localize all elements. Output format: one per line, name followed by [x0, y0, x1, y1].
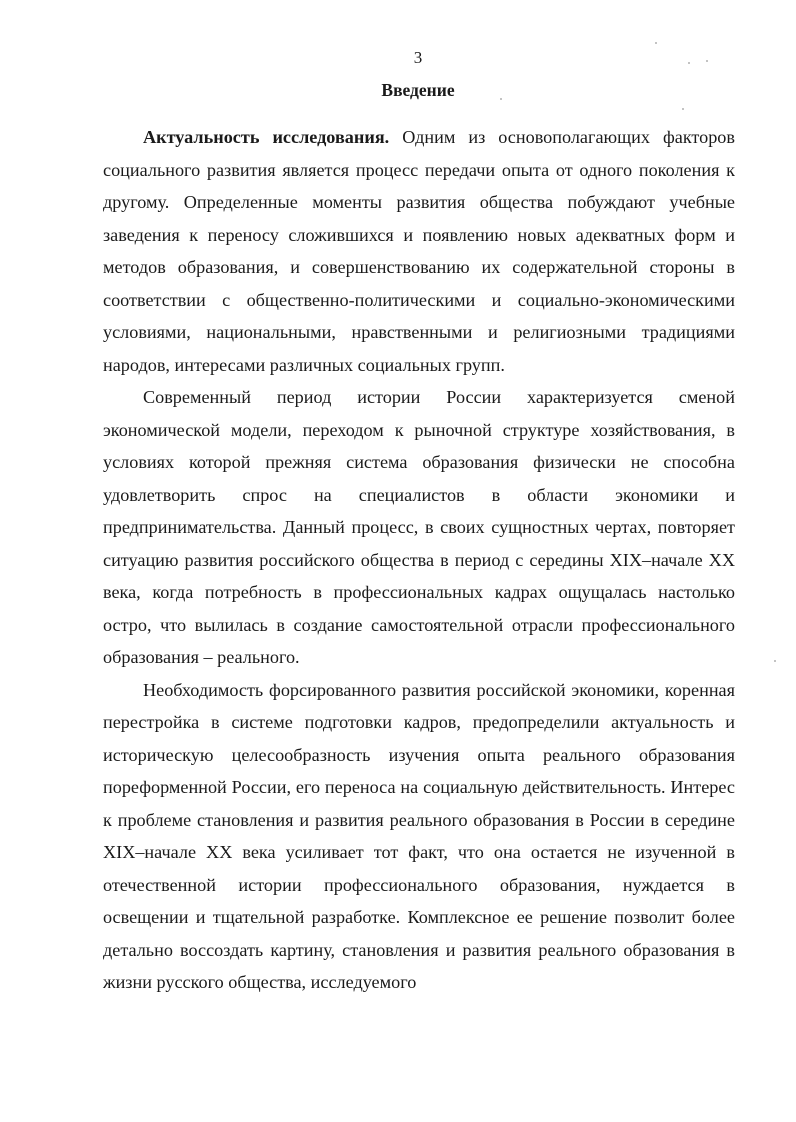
paragraph-3-text: Необходимость форсированного развития российской экономики, коренная перестройка в системе подготовки кадров, предопределили актуальность и историческую целесообразность изучения опыта реального образования пореформенной России, его переноса на социальную действительность. Интерес к проблеме становления и развития реального образования в России в середине XIX–начале XX века усиливает тот факт, что она остается не изученной в отечественной истории профессионального образования, нуждается в освещении и тщательной разработке. Комплексное ее решение позволит более детально воссоздать картину, становления и развития реального образования в жизни русского общества, исследуемого	[103, 679, 735, 992]
scan-speck	[774, 660, 776, 662]
paragraph-1	[103, 121, 735, 381]
section-heading: Введение	[381, 80, 455, 100]
paragraph-3	[103, 674, 735, 999]
paragraph-2	[103, 381, 735, 674]
paragraph-1-lead: Актуальность исследования.	[143, 127, 390, 147]
scan-speck	[682, 108, 684, 110]
paragraph-1-text: Одним из основополагающих факторов социального развития является процесс передачи опыта от одного поколения к другому. Определенные моменты развития общества побуждают учебные заведения к переносу сложившихся и появлению новых адекватных форм и методов образования, и совершенствованию их содержательной стороны в соответствии с общественно-политическими и социально-экономическими условиями, национальными, нравственными и религиозными традициями народов, интересами различных социальных групп.	[103, 127, 735, 375]
page-number: 3	[413, 48, 423, 67]
scan-speck	[655, 42, 657, 44]
scan-speck	[688, 62, 690, 64]
scan-speck	[500, 98, 502, 100]
body-text	[103, 121, 735, 999]
paragraph-2-text: Современный период истории России характеризуется сменой экономической модели, переходом к рыночной структуре хозяйствования, в условиях которой прежняя система образования физически не способна удовлетворить спрос на специалистов в области экономики и предпринимательства. Данный процесс, в своих сущностных чертах, повторяет ситуацию развития российского общества в период с середины XIX–начале XX века, когда потребность в профессиональных кадрах ощущалась настолько остро, что вылилась в создание самостоятельной отрасли профессионального образования – реального.	[103, 387, 735, 667]
scan-speck	[706, 60, 708, 62]
